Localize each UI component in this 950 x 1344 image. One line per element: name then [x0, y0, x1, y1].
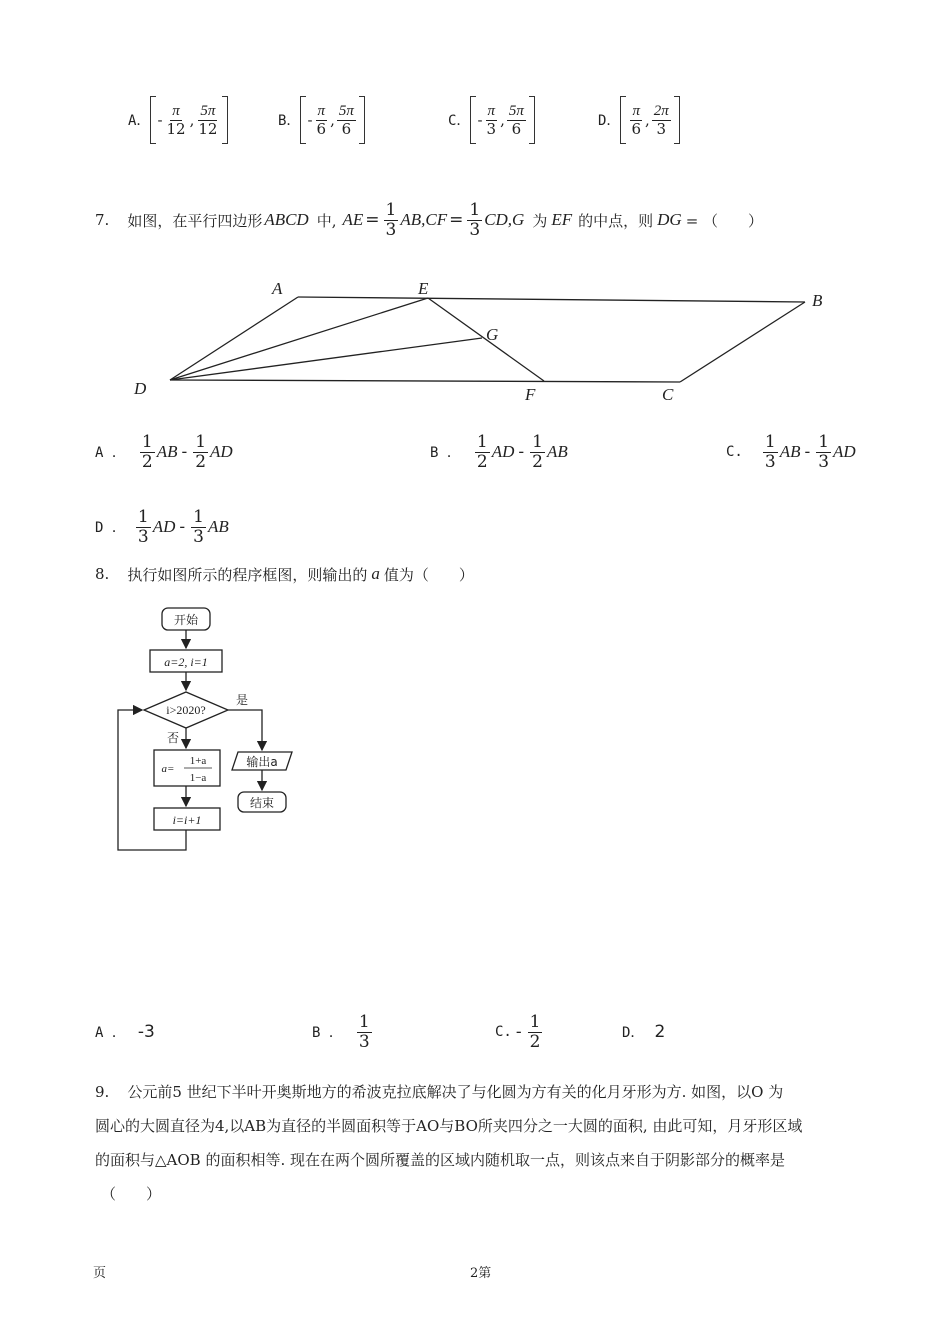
assign-num: 1+a: [189, 755, 207, 767]
q7-stem: 7. 如图，在平行四边形 ABCD 中, AE = $\frac{1}{3}$ AB,CF = $\frac{1}{3}$ CD,G 为 EF 的中点，则 DG = （ ）: [95, 199, 764, 240]
option-letter: B．: [278, 113, 301, 129]
q8-stem: 8. 执行如图所示的程序框图，则输出的 a 值为（ ）: [95, 564, 474, 584]
interval: - $\frac{\pi}{6}$ , $\frac{5\pi}{6}$: [300, 96, 364, 144]
q8-option-d: D． 2: [622, 1022, 666, 1042]
init-label: a=2, i=1: [164, 655, 208, 669]
flowchart: [110, 600, 320, 860]
output-label: 输出a: [246, 755, 278, 769]
assign-den: 1−a: [189, 772, 207, 784]
footer-left: 页: [93, 1266, 107, 1281]
q6-option-d: [598, 96, 738, 144]
edge-ab: [298, 297, 805, 302]
label-a: A: [272, 279, 283, 298]
q6-option-a: [128, 96, 278, 144]
increment-label: i=i+1: [172, 813, 202, 827]
question-number: 7.: [95, 211, 110, 229]
option-letter: C．: [448, 113, 471, 129]
edge-cd: [170, 380, 680, 382]
option-letter: D．: [598, 113, 621, 129]
edge-bc: [680, 302, 805, 382]
yes-label: 是: [235, 693, 249, 707]
option-letter: A．: [128, 113, 151, 129]
label-b: B: [812, 291, 823, 310]
q7-option-a: A ． $\frac{1}{2}$ AB - $\frac{1}{2}$ AD: [95, 431, 233, 472]
label-e: E: [418, 279, 429, 298]
q7-option-d: D ． $\frac{1}{3}$ AD - $\frac{1}{3}$ AB: [95, 506, 229, 547]
parallelogram-figure: [120, 270, 850, 410]
edge-da: [170, 297, 298, 380]
q6-option-c: [448, 96, 598, 144]
end-label: 结束: [249, 796, 275, 810]
q6-options-row: [128, 96, 738, 144]
q8-option-a: A ． -3: [95, 1022, 155, 1042]
q6-option-b: [278, 96, 448, 144]
segment-de: [170, 298, 428, 380]
label-d: D: [134, 379, 147, 398]
assign-lhs: a=: [161, 763, 175, 775]
q8-option-b: B ． $\frac{1}{3}$: [312, 1011, 370, 1052]
label-g: G: [486, 325, 499, 344]
label-f: F: [525, 385, 536, 404]
question-number: 9.: [95, 1083, 110, 1101]
footer-page-number: 2第: [470, 1266, 492, 1281]
interval: $\frac{\pi}{6}$ , $\frac{2\pi}{3}$: [620, 96, 679, 144]
interval: - $\frac{\pi}{3}$ , $\frac{5\pi}{6}$: [470, 96, 534, 144]
no-label: 否: [166, 731, 180, 745]
q7-option-c: C. $\frac{1}{3}$ AB - $\frac{1}{3}$ AD: [726, 431, 856, 472]
condition-label: i>2020?: [166, 703, 206, 717]
question-number: 8.: [95, 565, 110, 583]
label-c: C: [662, 385, 674, 404]
segment-dg: [170, 338, 482, 380]
yes-branch-line: [228, 710, 262, 750]
q8-option-c: C. - $\frac{1}{2}$: [495, 1011, 541, 1052]
interval: - $\frac{\pi}{12}$ , $\frac{5\pi}{12}$: [150, 96, 228, 144]
q9-paragraph: 9. 公元前5 世纪下半叶开奥斯地方的希波克拉底解决了与化圆为方有关的化月牙形为方. 如图，以O 为 圆心的大圆直径为4,以AB为直径的半圆面积等于AO与BO所夹四分之一大圆的面积, 由此可知，月牙形区域 的面积与△AOB 的面积相等. 现在在两个圆所覆盖的区域内随机取一点，则该点来自于阴影部分的概率是 （ ）: [95, 1083, 803, 1203]
start-label: 开始: [173, 613, 199, 627]
q7-option-b: B ． $\frac{1}{2}$ AD - $\frac{1}{2}$ AB: [430, 431, 568, 472]
